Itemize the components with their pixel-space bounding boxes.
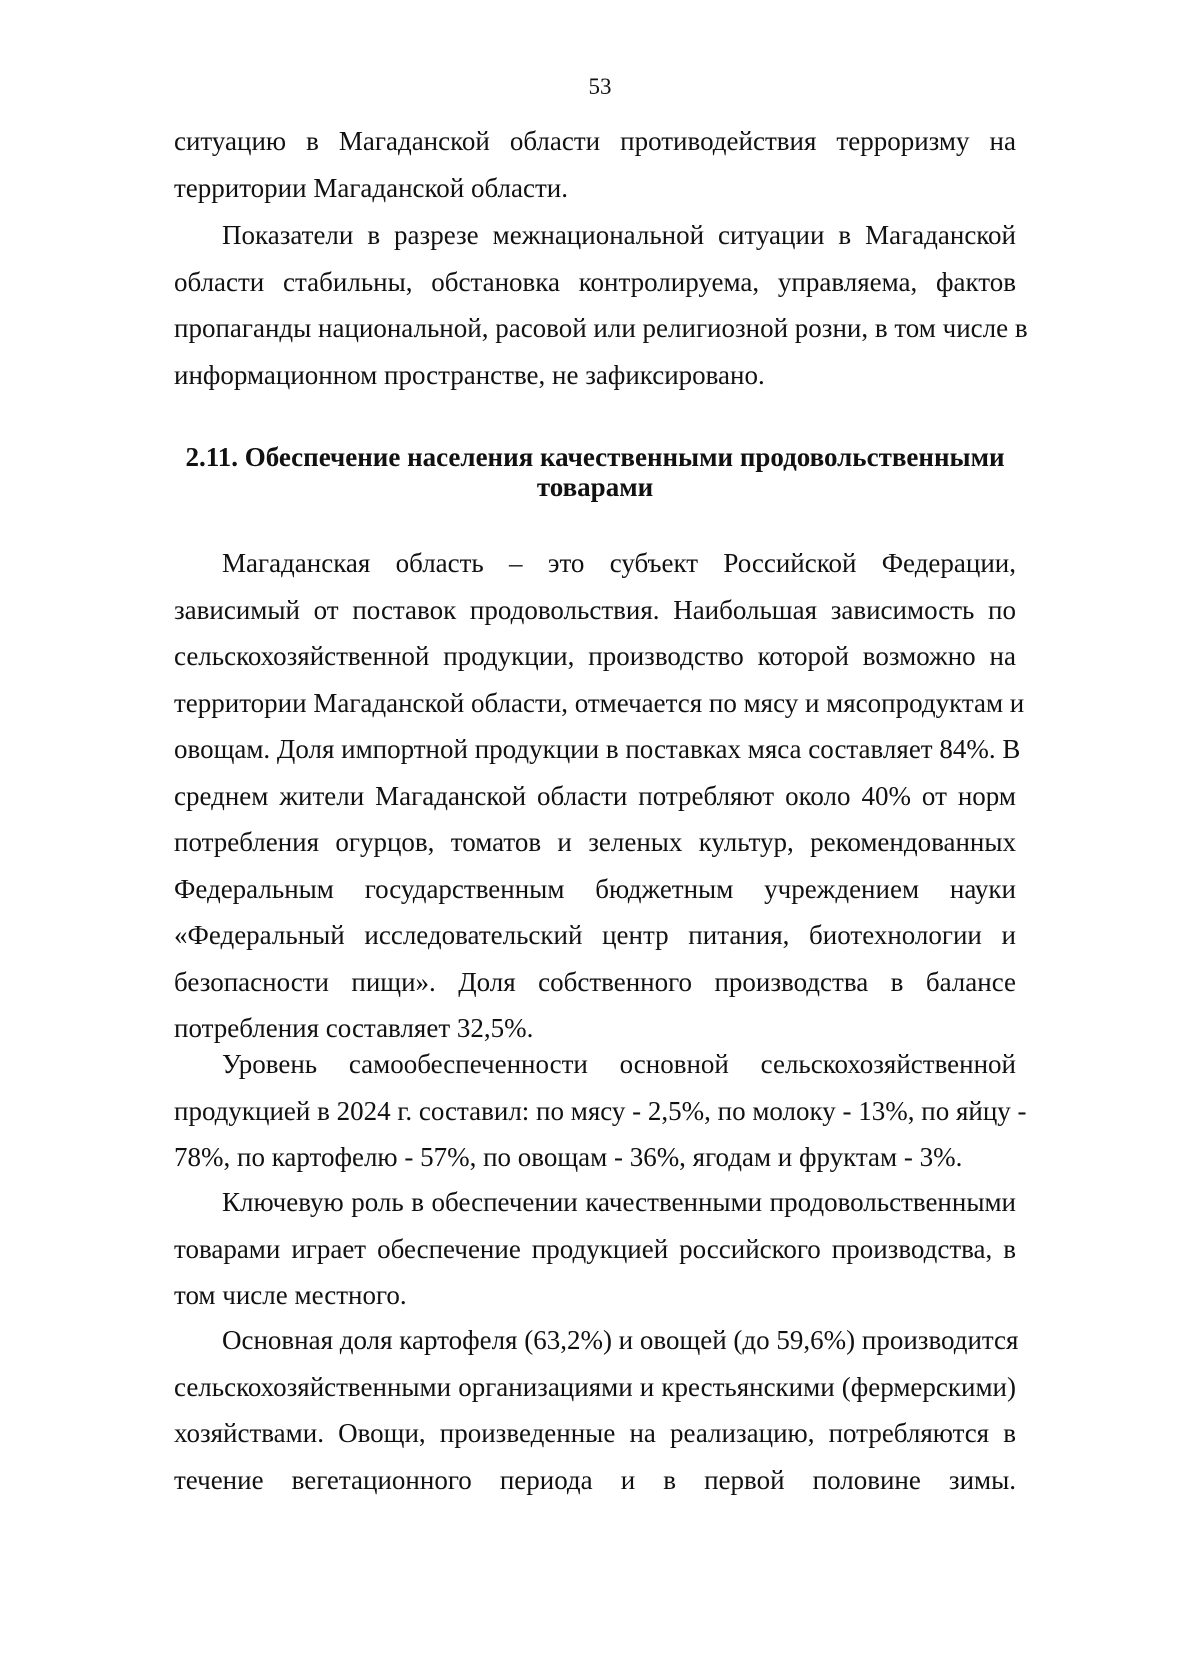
- text-line: потребления огурцов, томатов и зеленых культур, рекомендованных: [174, 827, 1016, 857]
- paragraph-self-sufficiency: [174, 1041, 1027, 1181]
- text-line: товарами играет обеспечение продукцией российского производства, в: [174, 1233, 1016, 1264]
- paragraph-potato-vegetables: [174, 1317, 1019, 1503]
- text-line: безопасности пищи». Доля собственного производства в балансе: [174, 966, 1016, 997]
- text-line: территории Магаданской области.: [174, 172, 568, 203]
- text-line: информационном пространстве, не зафиксировано.: [174, 359, 765, 390]
- page-number: 53: [588, 74, 612, 99]
- paragraph-terrorism-continuation: [174, 118, 1016, 211]
- text-line: территории Магаданской области, отмечается по мясу и мясопродуктам и: [174, 687, 1025, 718]
- paragraph-food-dependency: [174, 540, 1025, 1052]
- text-line: сельскохозяйственными организациями и крестьянскими (фермерскими): [174, 1371, 1016, 1402]
- text-line: потребления составляет 32,5%.: [174, 1013, 534, 1043]
- text-line: пропаганды национальной, расовой или религиозной розни, в том числе в: [174, 313, 1028, 343]
- section-heading: [174, 442, 1016, 502]
- text-line: Уровень самообеспеченности основной сельскохозяйственной: [222, 1049, 1016, 1079]
- text-line: продукцией в 2024 г. составил: по мясу - 2,5%, по молоку - 13%, по яйцу -: [174, 1095, 1027, 1126]
- text-line: Магаданская область – это субъект Российской Федерации,: [222, 548, 1016, 578]
- text-line: том числе местного.: [174, 1280, 407, 1310]
- text-line: Федеральным государственным бюджетным учреждением науки: [174, 873, 1016, 904]
- text-line: Ключевую роль в обеспечении качественными продовольственными: [222, 1187, 1016, 1217]
- text-line: сельскохозяйственной продукции, производство которой возможно на: [174, 641, 1016, 671]
- text-line: овощам. Доля импортной продукции в поставках мяса составляет 84%. В: [174, 734, 1021, 764]
- paragraph-key-role: [174, 1179, 1016, 1319]
- text-line: течение вегетационного периода и в первой половине зимы.: [174, 1464, 1016, 1495]
- text-line: Показатели в разрезе межнациональной ситуации в Магаданской: [222, 220, 1016, 250]
- text-line: «Федеральный исследовательский центр питания, биотехнологии и: [174, 920, 1016, 950]
- text-line: области стабильны, обстановка контролируема, управляема, фактов: [174, 266, 1016, 297]
- section-heading-line-2: товарами: [536, 472, 654, 502]
- paragraph-interethnic-situation: [174, 212, 1028, 398]
- text-line: ситуацию в Магаданской области противодействия терроризму на: [174, 126, 1016, 156]
- text-line: зависимый от поставок продовольствия. Наибольшая зависимость по: [174, 594, 1016, 625]
- text-line: Основная доля картофеля (63,2%) и овощей (до 59,6%) производится: [222, 1325, 1019, 1355]
- text-line: среднем жители Магаданской области потребляют около 40% от норм: [174, 780, 1016, 811]
- text-line: 78%, по картофелю - 57%, по овощам - 36%, ягодам и фруктам - 3%.: [174, 1142, 963, 1172]
- section-heading-line-1: 2.11. Обеспечение населения качественными продовольственными: [185, 442, 1005, 472]
- text-line: хозяйствами. Овощи, произведенные на реализацию, потребляются в: [174, 1418, 1016, 1448]
